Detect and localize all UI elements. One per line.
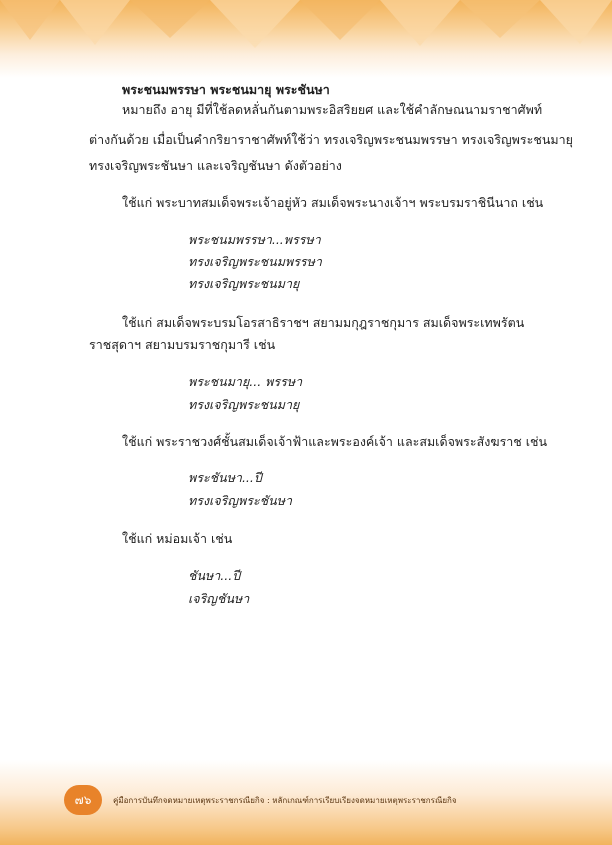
section4-example: เจริญชันษา <box>188 591 250 606</box>
section2-example: พระชนมายุ... พรรษา <box>188 374 303 389</box>
section1-example: ทรงเจริญพระชนมพรรษา <box>188 254 322 269</box>
intro-line-3: ทรงเจริญพระชันษา และเจริญชันษา ดังตัวอย่าง <box>89 158 342 173</box>
section4-intro: ใช้แก่ หม่อมเจ้า เช่น <box>122 531 233 546</box>
header-decoration <box>0 0 612 78</box>
footer-title: คู่มือการบันทึกจดหมายเหตุพระราชกรณียกิจ : หลักเกณฑ์การเรียบเรียงจดหมายเหตุพระราชกรณียกิจ <box>113 796 457 805</box>
intro-line-1: หมายถึง อายุ มีที่ใช้ลดหลั่นกันตามพระอิสริยยศ และใช้คำลักษณนามราชาศัพท์ <box>122 102 543 117</box>
section2-intro-line-1: ใช้แก่ สมเด็จพระบรมโอรสาธิราชฯ สยามมกุฎราชกุมาร สมเด็จพระเทพรัตน <box>122 315 525 330</box>
header-pattern <box>0 0 612 60</box>
heading: พระชนมพรรษา พระชนมายุ พระชันษา <box>122 82 330 97</box>
intro-line-2: ต่างกันด้วย เมื่อเป็นคำกริยาราชาศัพท์ใช้ว่า ทรงเจริญพระชนมพรรษา ทรงเจริญพระชนมายุ <box>89 132 573 147</box>
section3-example: พระชันษา...ปี <box>188 470 262 485</box>
section2-example: ทรงเจริญพระชนมายุ <box>188 397 300 412</box>
section1-example: พระชนมพรรษา...พรรษา <box>188 232 321 247</box>
section1-intro: ใช้แก่ พระบาทสมเด็จพระเจ้าอยู่หัว สมเด็จพระนางเจ้าฯ พระบรมราชินีนาถ เช่น <box>122 195 544 210</box>
section1-example: ทรงเจริญพระชนมายุ <box>188 276 300 291</box>
section4-example: ชันษา...ปี <box>188 568 241 583</box>
page-number-badge: ๗๖ <box>64 785 102 815</box>
section3-example: ทรงเจริญพระชันษา <box>188 493 292 508</box>
section3-intro: ใช้แก่ พระราชวงศ์ชั้นสมเด็จเจ้าฟ้าและพระองค์เจ้า และสมเด็จพระสังฆราช เช่น <box>122 434 548 449</box>
section2-intro-line-2: ราชสุดาฯ สยามบรมราชกุมารี เช่น <box>89 337 276 352</box>
